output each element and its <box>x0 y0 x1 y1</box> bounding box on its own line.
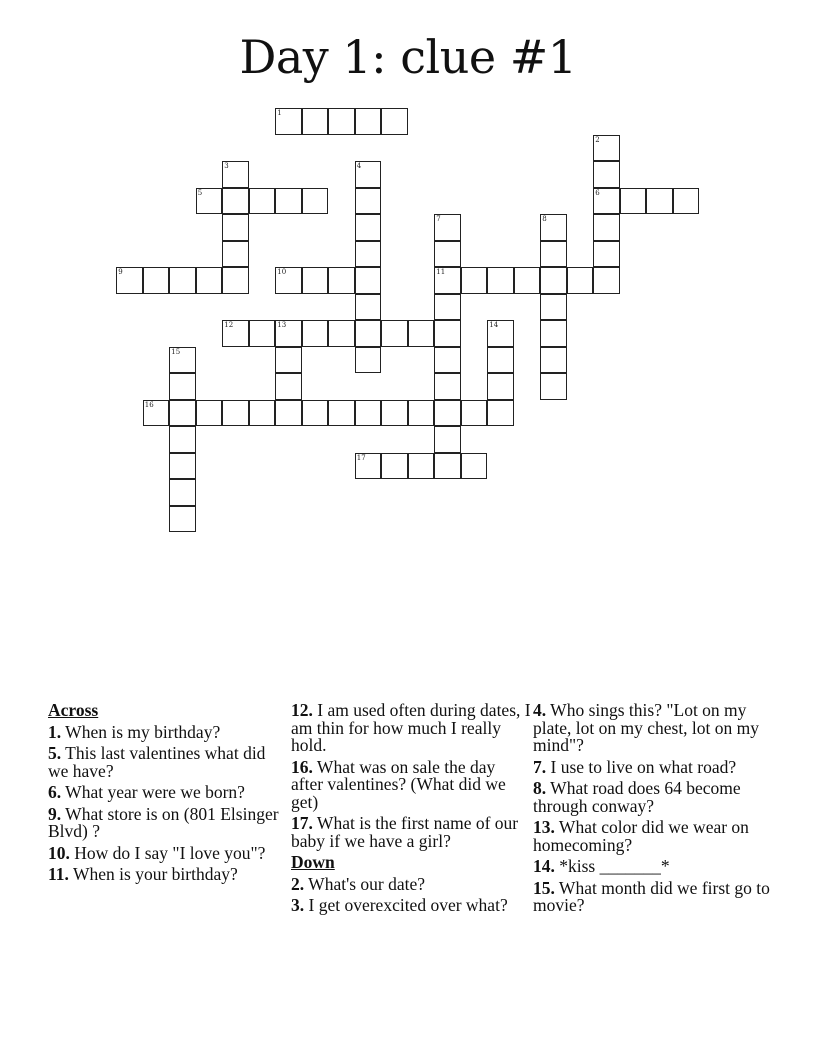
grid-cell[interactable] <box>540 267 567 294</box>
grid-cell[interactable] <box>514 267 541 294</box>
grid-cell[interactable] <box>275 320 302 347</box>
clues-column-3 <box>533 702 773 919</box>
grid-cell[interactable] <box>355 188 382 215</box>
down-heading: Down <box>291 852 335 872</box>
grid-cell[interactable] <box>169 479 196 506</box>
grid-cell[interactable] <box>461 453 488 480</box>
clue-number: 2 <box>595 135 600 144</box>
across-heading: Across <box>48 700 99 720</box>
grid-cell[interactable] <box>434 241 461 268</box>
grid-cell[interactable] <box>593 135 620 162</box>
grid-cell[interactable] <box>169 426 196 453</box>
clue-number: 10 <box>277 268 287 277</box>
grid-cell[interactable] <box>275 188 302 215</box>
grid-cell[interactable] <box>487 400 514 427</box>
grid-cell[interactable] <box>408 453 435 480</box>
grid-cell[interactable] <box>540 294 567 321</box>
grid-cell[interactable] <box>275 373 302 400</box>
grid-cell[interactable] <box>461 267 488 294</box>
grid-cell[interactable] <box>222 214 249 241</box>
grid-cell[interactable] <box>673 188 700 215</box>
grid-cell[interactable] <box>222 161 249 188</box>
clue-number: 16 <box>144 400 154 409</box>
clue-across-17: 17. What is the first name of our baby if we have a girl? <box>291 813 519 851</box>
grid-cell[interactable] <box>355 161 382 188</box>
clue-number: 14 <box>489 321 499 330</box>
clue-number: 3 <box>224 162 229 171</box>
grid-cell[interactable] <box>434 214 461 241</box>
clue-down-4: 4. Who sings this? "Lot on my plate, lot on my chest, lot on my mind"? <box>533 700 760 755</box>
clue-number: 9 <box>118 268 123 277</box>
grid-cell[interactable] <box>328 108 355 135</box>
grid-cell[interactable] <box>222 267 249 294</box>
grid-cell[interactable] <box>222 320 249 347</box>
grid-cell[interactable] <box>355 108 382 135</box>
grid-cell[interactable] <box>328 400 355 427</box>
grid-cell[interactable] <box>275 347 302 374</box>
grid-cell[interactable] <box>275 400 302 427</box>
grid-cell[interactable] <box>381 400 408 427</box>
clue-across-6: 6. What year were we born? <box>48 782 245 802</box>
grid-cell[interactable] <box>328 267 355 294</box>
grid-cell[interactable] <box>620 188 647 215</box>
clue-down-7: 7. I use to live on what road? <box>533 756 737 777</box>
grid-cell[interactable] <box>355 400 382 427</box>
grid-cell[interactable] <box>275 267 302 294</box>
grid-cell[interactable] <box>275 108 302 135</box>
grid-cell[interactable] <box>487 320 514 347</box>
grid-cell[interactable] <box>593 214 620 241</box>
grid-cell[interactable] <box>355 347 382 374</box>
clue-across-12: 12. I am used often during dates, I am thin for how much I really hold. <box>291 700 531 755</box>
grid-cell[interactable] <box>434 294 461 321</box>
grid-cell[interactable] <box>593 161 620 188</box>
clue-across-16: 16. What was on sale the day after valentines? (What did we get) <box>291 756 506 812</box>
grid-cell[interactable] <box>355 453 382 480</box>
grid-cell[interactable] <box>461 400 488 427</box>
grid-cell[interactable] <box>487 347 514 374</box>
grid-cell[interactable] <box>487 267 514 294</box>
grid-cell[interactable] <box>381 453 408 480</box>
grid-cell[interactable] <box>355 267 382 294</box>
grid-cell[interactable] <box>434 320 461 347</box>
grid-cell[interactable] <box>540 214 567 241</box>
page-title: Day 1: clue #1 <box>239 30 577 84</box>
grid-cell[interactable] <box>540 320 567 347</box>
grid-cell[interactable] <box>196 400 223 427</box>
grid-cell[interactable] <box>567 267 594 294</box>
grid-cell[interactable] <box>169 453 196 480</box>
grid-cell[interactable] <box>540 241 567 268</box>
clue-number: 8 <box>542 215 547 224</box>
grid-cell[interactable] <box>196 188 223 215</box>
grid-cell[interactable] <box>434 347 461 374</box>
clue-number: 4 <box>356 162 362 171</box>
grid-cell[interactable] <box>143 267 170 294</box>
grid-cell[interactable] <box>196 267 223 294</box>
grid-cell[interactable] <box>381 320 408 347</box>
grid-cell[interactable] <box>540 347 567 374</box>
grid-cell[interactable] <box>593 267 620 294</box>
grid-cell[interactable] <box>355 241 382 268</box>
grid-cell[interactable] <box>434 453 461 480</box>
clue-number: 11 <box>436 268 446 277</box>
clue-number: 15 <box>171 347 181 356</box>
clue-down-15: 15. What month did we first go to movie? <box>533 877 770 915</box>
grid-cell[interactable] <box>222 400 249 427</box>
clue-down-3: 3. I get overexcited over what? <box>291 895 508 915</box>
grid-cell[interactable] <box>381 108 408 135</box>
grid-cell[interactable] <box>169 373 196 400</box>
grid-cell[interactable] <box>222 241 249 268</box>
grid-cell[interactable] <box>434 400 461 427</box>
grid-cell[interactable] <box>302 188 329 215</box>
grid-cell[interactable] <box>302 267 329 294</box>
grid-cell[interactable] <box>249 188 276 215</box>
clue-across-5: 5. This last valentines what did we have? <box>48 743 266 781</box>
grid-cell[interactable] <box>302 108 329 135</box>
grid-cell[interactable] <box>169 267 196 294</box>
clue-down-2: 2. What's our date? <box>291 873 426 894</box>
clue-number: 5 <box>197 188 203 197</box>
grid-cell[interactable] <box>328 320 355 347</box>
grid-cell[interactable] <box>434 267 461 294</box>
clue-down-13: 13. What color did we wear on homecoming? <box>533 817 749 855</box>
clue-across-9: 9. What store is on (801 Elsinger Blvd) ? <box>48 803 279 841</box>
grid-cell[interactable] <box>169 347 196 374</box>
grid-cell[interactable] <box>169 506 196 533</box>
grid-cell[interactable] <box>408 400 435 427</box>
grid-cell[interactable] <box>434 373 461 400</box>
clue-down-14: 14. *kiss _______* <box>533 856 670 876</box>
clue-across-10: 10. How do I say "I love you"? <box>48 842 266 863</box>
clue-across-1: 1. When is my birthday? <box>48 721 221 742</box>
clue-number: 1 <box>277 109 282 118</box>
grid-cell[interactable] <box>646 188 673 215</box>
grid-cell[interactable] <box>408 320 435 347</box>
grid-cell[interactable] <box>487 373 514 400</box>
grid-cell[interactable] <box>222 188 249 215</box>
grid-cell[interactable] <box>355 214 382 241</box>
clue-down-8: 8. What road does 64 become through conway? <box>533 778 741 816</box>
clues-column-1 <box>48 702 288 888</box>
grid-cell[interactable] <box>169 400 196 427</box>
grid-cell[interactable] <box>302 320 329 347</box>
clues-column-2 <box>291 702 531 919</box>
grid-cell[interactable] <box>249 320 276 347</box>
clue-number: 13 <box>277 321 287 330</box>
grid-cell[interactable] <box>434 426 461 453</box>
clue-number: 17 <box>356 453 366 462</box>
grid-cell[interactable] <box>249 400 276 427</box>
grid-cell[interactable] <box>116 267 143 294</box>
grid-cell[interactable] <box>540 373 567 400</box>
grid-cell[interactable] <box>143 400 170 427</box>
clue-number: 12 <box>224 321 234 330</box>
grid-cell[interactable] <box>355 320 382 347</box>
clue-across-11: 11. When is your birthday? <box>48 864 238 884</box>
grid-cell[interactable] <box>302 400 329 427</box>
grid-cell[interactable] <box>593 241 620 268</box>
grid-cell[interactable] <box>355 294 382 321</box>
clue-number: 7 <box>436 215 441 224</box>
grid-cell[interactable] <box>593 188 620 215</box>
clue-number: 6 <box>595 188 600 197</box>
